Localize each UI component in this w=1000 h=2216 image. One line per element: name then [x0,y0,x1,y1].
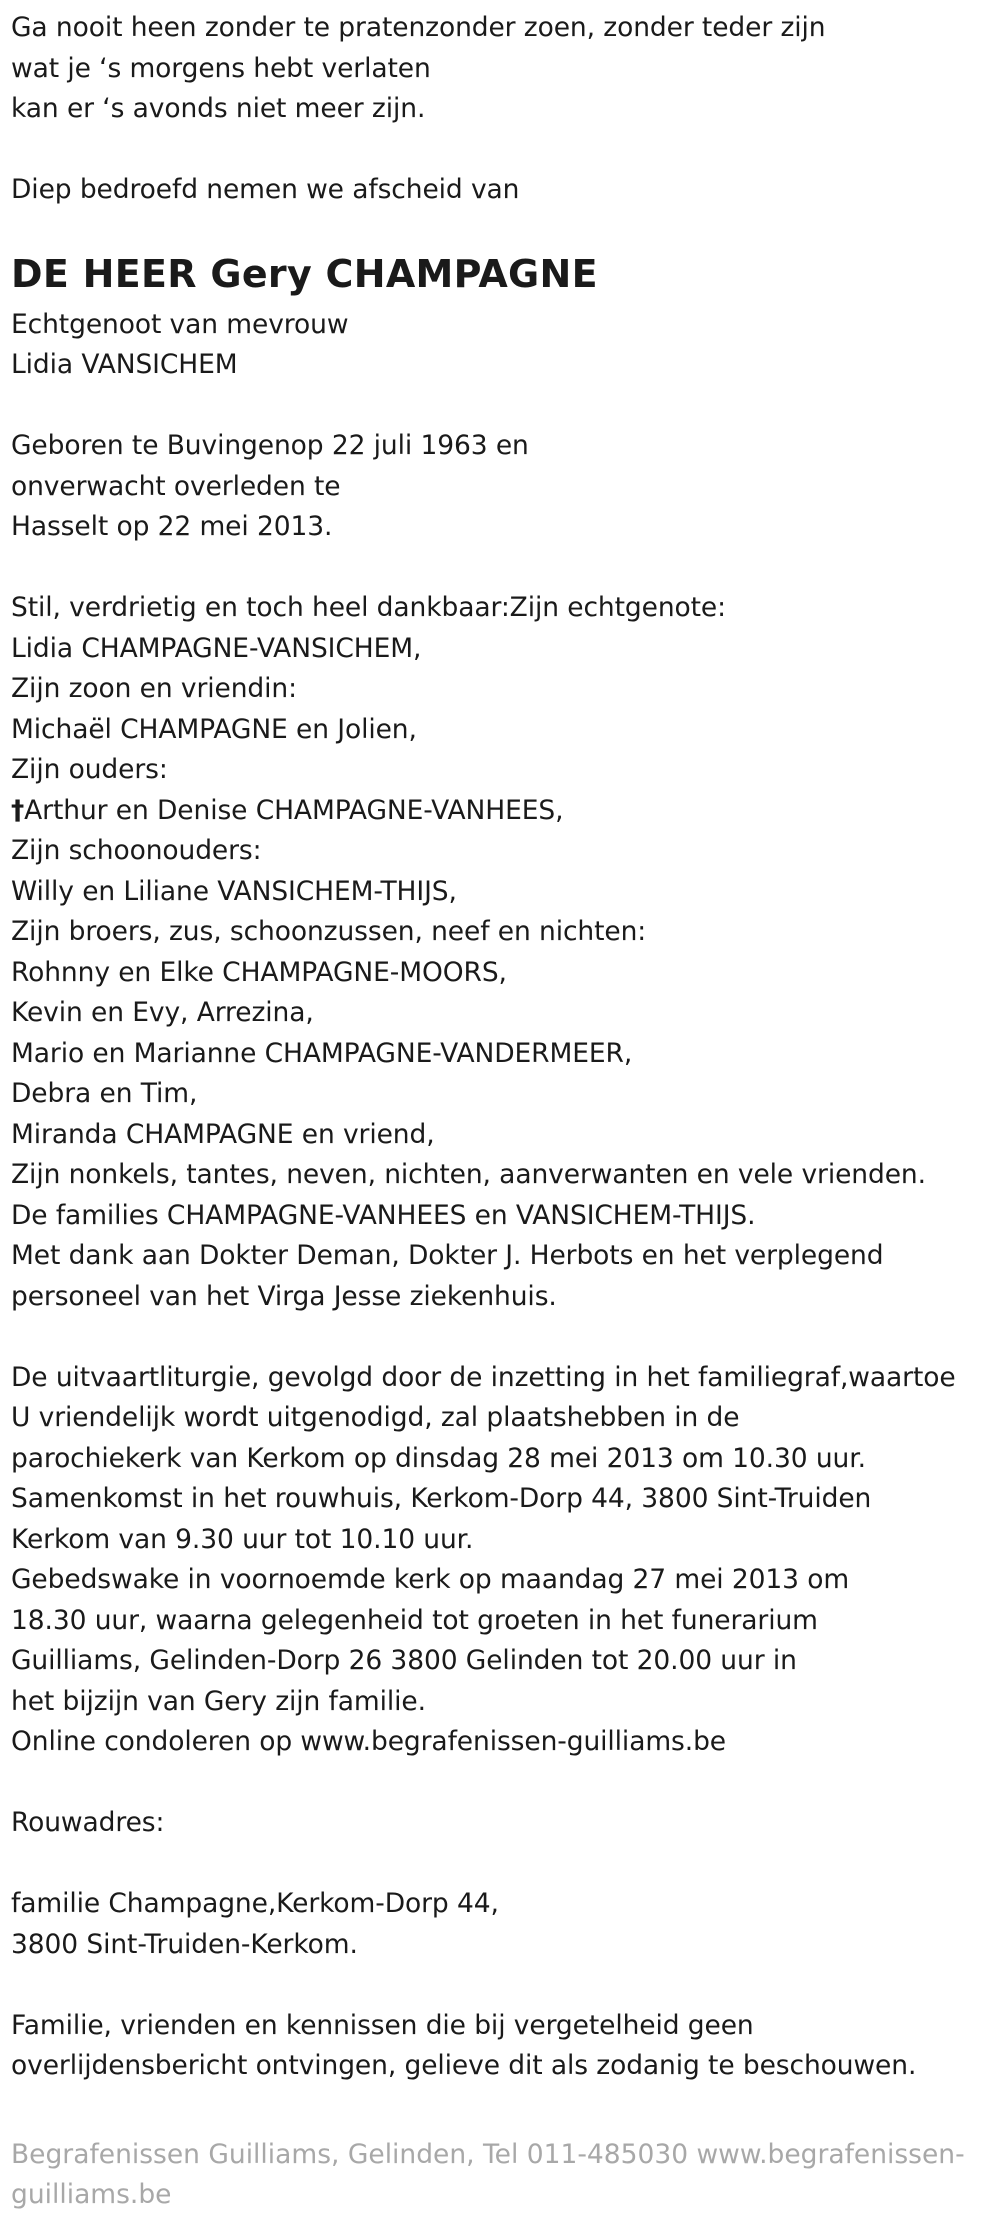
family-line: Stil, verdrietig en toch heel dankbaar:Zijn echtgenote: [11,592,726,623]
funeral-line: De uitvaartliturgie, gevolgd door de inzetting in het familiegraf,waartoe [11,1361,956,1393]
spacer [11,2087,996,2135]
family-line: De families CHAMPAGNE-VANHEES en VANSICHEM-THIJS. [11,1199,756,1231]
family-line: Zijn schoonouders: [11,835,262,866]
obituary-notice [11,8,996,2216]
poem-line: kan er ‘s avonds niet meer zijn. [11,93,426,124]
poem [11,8,996,130]
poem-line: Ga nooit heen zonder te pratenzonder zoen, zonder teder zijn [11,12,826,43]
family-line: personeel van het Virga Jesse ziekenhuis. [11,1280,557,1312]
spacer [11,548,996,589]
funeral-line: Guilliams, Gelinden-Dorp 26 3800 Gelinden tot 20.00 uur in [11,1645,797,1676]
family-line: Zijn ouders: [11,754,168,785]
closing-line: Familie, vrienden en kennissen die bij vergetelheid geen [11,2009,754,2041]
family-line: Zijn broers, zus, schoonzussen, neef en nichten: [11,916,647,947]
funeral-line: 18.30 uur, waarna gelegenheid tot groeten in het funerarium [11,1604,818,1636]
spacer [11,1763,996,1804]
funeral-line: Kerkom van 9.30 uur tot 10.10 uur. [11,1523,474,1555]
family-line: Met dank aan Dokter Deman, Dokter J. Herbots en het verplegend [11,1240,884,1271]
family-line: Rohnny en Elke CHAMPAGNE-MOORS, [11,956,507,988]
footer-line: Begrafenissen Guilliams, Gelinden, Tel 011-485030 www.begrafenissen- [11,2138,965,2170]
address-line: familie Champagne,Kerkom-Dorp 44, [11,1888,499,1919]
birth-death-info [11,426,996,548]
deceased-name: DE HEER Gery CHAMPAGNE [11,251,598,296]
family-line-parents [11,791,996,832]
death-place-line: Hasselt op 22 mei 2013. [11,511,333,542]
poem-line: wat je ‘s morgens hebt verlaten [11,52,431,84]
family-line: Mario en Marianne CHAMPAGNE-VANDERMEER, [11,1037,633,1069]
address-line: 3800 Sint-Truiden-Kerkom. [11,1928,358,1960]
funeral-details [11,1358,996,1763]
mourning-address [11,1884,996,1965]
spacer [11,1965,996,2006]
family-line: Debra en Tim, [11,1078,198,1109]
funeral-line: Online condoleren op www.begrafenissen-guilliams.be [11,1726,727,1757]
funeral-home-footer [11,2135,986,2216]
spacer [11,1317,996,1358]
birth-line: Geboren te Buvingenop 22 juli 1963 en [11,430,529,461]
family-line: Michaël CHAMPAGNE en Jolien, [11,713,417,745]
footer-line: guilliams.be [11,2179,172,2210]
spacer [11,386,996,427]
closing-line: overlijdensbericht ontvingen, gelieve dit als zodanig te beschouwen. [11,2050,917,2081]
spouse-name: Lidia VANSICHEM [11,349,238,380]
cross-icon: † [11,794,25,826]
family-line: Kevin en Evy, Arrezina, [11,997,314,1028]
closing-note [11,2006,996,2087]
address-label: Rouwadres: [11,1807,165,1838]
family-line: Zijn nonkels, tantes, neven, nichten, aanverwanten en vele vrienden. [11,1159,926,1190]
spacer [11,1844,996,1885]
funeral-line: U vriendelijk wordt uitgenodigd, zal plaatshebben in de [11,1402,740,1433]
spacer [11,130,996,171]
spacer [11,211,996,243]
parents-names: Arthur en Denise CHAMPAGNE-VANHEES, [24,794,564,826]
spouse-line: Echtgenoot van mevrouw [11,308,349,340]
family-list [11,588,996,1317]
family-line: Zijn zoon en vriendin: [11,673,297,704]
death-line: onverwacht overleden te [11,470,341,502]
funeral-line: parochiekerk van Kerkom op dinsdag 28 mei 2013 om 10.30 uur. [11,1442,866,1474]
funeral-line: het bijzijn van Gery zijn familie. [11,1685,426,1717]
family-line: Lidia CHAMPAGNE-VANSICHEM, [11,632,422,664]
funeral-line: Gebedswake in voornoemde kerk op maandag 27 mei 2013 om [11,1564,850,1595]
funeral-line: Samenkomst in het rouwhuis, Kerkom-Dorp 44, 3800 Sint-Truiden [11,1483,872,1514]
intro-text: Diep bedroefd nemen we afscheid van [11,174,520,205]
family-line: Willy en Liliane VANSICHEM-THIJS, [11,875,457,907]
family-line: Miranda CHAMPAGNE en vriend, [11,1118,435,1150]
